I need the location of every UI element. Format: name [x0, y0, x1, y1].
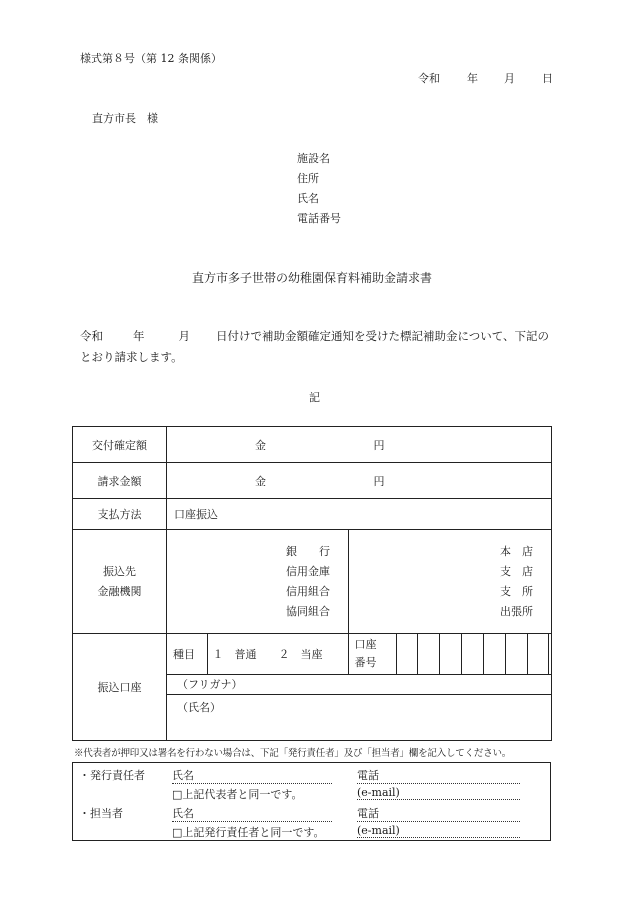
- facility-label: 施設名: [297, 152, 330, 165]
- payment-label: 支払方法: [73, 499, 167, 530]
- body-month: 月: [178, 329, 190, 343]
- account-digit-7[interactable]: [527, 634, 548, 674]
- issuer-label: ・発行責任者: [79, 769, 145, 782]
- account-digit-5[interactable]: [483, 634, 505, 674]
- account-digit-8[interactable]: [548, 634, 551, 674]
- bank-type-3: 協同組合: [286, 604, 330, 618]
- contact-email-field[interactable]: [357, 824, 520, 838]
- bank-type-cell[interactable]: [167, 530, 349, 634]
- contact-phone-field[interactable]: [357, 805, 520, 822]
- branch-type-0: 本 店: [500, 544, 533, 558]
- body-year: 年: [133, 329, 145, 343]
- grant-amount[interactable]: [167, 427, 552, 463]
- branch-type-2: 支 所: [500, 584, 533, 598]
- date-year: 年: [467, 72, 478, 85]
- account-digit-1[interactable]: [396, 634, 417, 674]
- bank-type-0: 銀 行: [286, 544, 330, 558]
- same-as-issuer-checkbox[interactable]: □上記発行責任者と同一です。: [172, 826, 325, 839]
- claim-kin: 金: [255, 474, 266, 488]
- address-label: 住所: [297, 172, 319, 185]
- issuer-name-label: 氏名: [172, 769, 194, 782]
- account-digit-6[interactable]: [505, 634, 527, 674]
- date-era: 令和: [418, 72, 440, 85]
- issuer-name-field[interactable]: [172, 767, 332, 784]
- account-label: 振込口座: [73, 634, 167, 741]
- account-digit-2[interactable]: [417, 634, 439, 674]
- grant-label: 交付確定額: [73, 427, 167, 463]
- account-type-label: 種目: [167, 634, 207, 674]
- account-details: [167, 634, 552, 741]
- phone-label: 電話番号: [297, 212, 341, 225]
- fin-label-line2: 金融機関: [97, 584, 142, 598]
- contact-label: ・担当者: [79, 807, 123, 820]
- account-inner-table: [167, 634, 551, 739]
- branch-type-1: 支 店: [500, 564, 533, 578]
- account-holder-field[interactable]: （氏名）: [177, 700, 221, 714]
- claim-label: 請求金額: [73, 463, 167, 499]
- bank-type-2: 信用組合: [286, 584, 330, 598]
- account-number-label-1: 口座: [354, 637, 377, 651]
- grant-en: 円: [373, 438, 385, 452]
- contact-email-label: (e-mail): [357, 824, 400, 837]
- contact-name-field[interactable]: [172, 805, 332, 822]
- account-type-options[interactable]: １ 普通 ２ 当座: [207, 634, 348, 674]
- account-number-label-2: 番号: [354, 655, 377, 669]
- account-digit-4[interactable]: [461, 634, 483, 674]
- furigana-field[interactable]: （フリガナ）: [167, 674, 551, 694]
- claim-en: 円: [373, 474, 385, 488]
- date-day: 日: [542, 72, 553, 85]
- fin-label-line1: 振込先: [103, 564, 136, 578]
- same-as-representative-checkbox[interactable]: □上記代表者と同一です。: [172, 788, 303, 801]
- name-label: 氏名: [297, 192, 319, 205]
- bank-type-1: 信用金庫: [286, 564, 330, 578]
- addressee: 直方市長 様: [92, 112, 158, 125]
- document-title: 直方市多子世帯の幼稚園保育料補助金請求書: [192, 271, 433, 285]
- branch-type-3: 出張所: [500, 604, 533, 618]
- body-text: 日付けで補助金額確定通知を受けた標記補助金について、下記のとおり請求します。: [80, 329, 550, 364]
- body-era: 令和: [80, 329, 103, 343]
- date-month: 月: [504, 72, 515, 85]
- branch-type-cell[interactable]: [349, 530, 552, 634]
- ki-heading: 記: [309, 391, 320, 404]
- account-number-label: [348, 634, 396, 674]
- claim-amount[interactable]: [167, 463, 552, 499]
- issuer-phone-label: 電話: [357, 769, 379, 782]
- issuer-phone-field[interactable]: [357, 767, 520, 784]
- issuer-email-label: (e-mail): [357, 786, 400, 799]
- contact-phone-label: 電話: [357, 807, 379, 820]
- request-paragraph: [80, 326, 555, 368]
- responsible-box: [72, 762, 551, 841]
- claim-table: [72, 426, 552, 741]
- payment-method: 口座振込: [167, 499, 552, 530]
- grant-kin: 金: [255, 438, 266, 452]
- contact-name-label: 氏名: [172, 807, 194, 820]
- form-number: 様式第８号（第 12 条関係）: [80, 52, 222, 65]
- account-digit-3[interactable]: [439, 634, 461, 674]
- issuer-email-field[interactable]: [357, 786, 520, 800]
- note-text: ※代表者が押印又は署名を行わない場合は、下記「発行責任者」及び「担当者」欄を記入してください。: [74, 748, 512, 759]
- financial-institution-label: [73, 530, 167, 634]
